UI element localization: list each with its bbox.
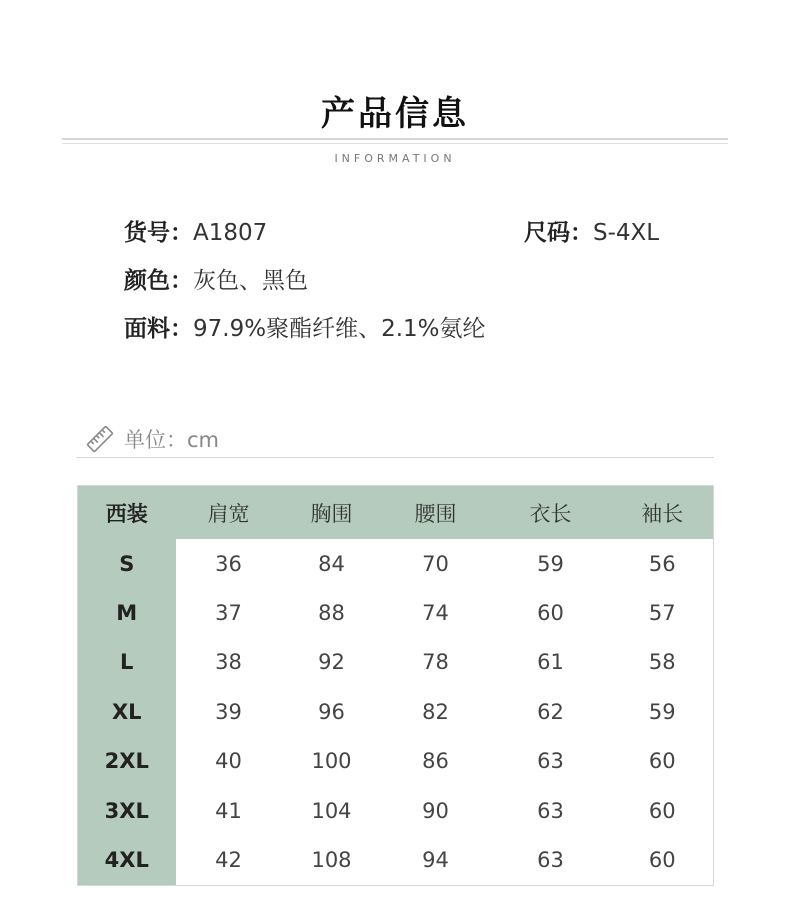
table-cell: 78	[422, 650, 449, 675]
fabric-row	[124, 310, 486, 343]
table-cell: 88	[318, 601, 345, 626]
table-cell: 38	[215, 650, 242, 675]
table-cell: 39	[215, 699, 242, 724]
table-cell: 70	[422, 551, 449, 576]
table-cell: 40	[215, 749, 242, 774]
table-row	[78, 737, 714, 786]
item-number-label: 货号：	[124, 220, 193, 246]
size-range-label: 尺码：	[524, 220, 593, 246]
page-title: 产品信息	[321, 94, 469, 134]
ruler-icon	[86, 425, 114, 453]
size-table	[77, 485, 714, 886]
fabric-label: 面料：	[124, 316, 193, 342]
table-cell: 74	[422, 601, 449, 626]
title-rule-bottom	[62, 143, 728, 144]
size-cell: 4XL	[78, 835, 176, 885]
size-cell: 2XL	[78, 737, 176, 786]
table-cell: 56	[648, 551, 676, 576]
table-cell: 63	[537, 749, 564, 774]
size-cell: 3XL	[78, 786, 176, 835]
table-row	[78, 786, 714, 835]
table-row	[78, 588, 714, 637]
table-row	[78, 638, 714, 687]
unit-divider	[76, 457, 714, 458]
table-cell: 41	[215, 798, 242, 823]
table-cell: 58	[648, 650, 676, 675]
table-cell: 63	[537, 798, 564, 823]
size-range-row	[524, 214, 659, 247]
table-cell: 60	[648, 848, 676, 873]
title-rule-top	[62, 138, 728, 140]
table-cell: 37	[215, 601, 242, 626]
table-cell: 57	[648, 601, 676, 626]
table-cell: 63	[537, 848, 564, 873]
page-subtitle: INFORMATION	[334, 152, 456, 165]
fabric-value: 97.9%聚酯纤维、2.1%氨纶	[193, 316, 486, 342]
table-cell: 60	[648, 749, 676, 774]
table-cell: 82	[422, 699, 449, 724]
table-cell: 96	[318, 699, 345, 724]
header-cell: 西装	[78, 486, 176, 540]
table-row	[78, 539, 714, 588]
size-range-value: S-4XL	[593, 220, 660, 246]
table-cell: 59	[648, 699, 676, 724]
header-cell: 肩宽	[176, 486, 282, 540]
unit-row	[86, 424, 219, 454]
table-cell: 42	[215, 848, 242, 873]
table-cell: 94	[422, 848, 449, 873]
header-cell: 袖长	[612, 486, 714, 540]
size-cell: S	[78, 539, 176, 588]
color-row	[124, 262, 308, 295]
header-cell: 胸围	[282, 486, 382, 540]
table-cell: 61	[537, 650, 564, 675]
table-cell: 60	[537, 601, 564, 626]
header-cell: 腰围	[382, 486, 490, 540]
table-row	[78, 687, 714, 736]
table-cell: 60	[648, 798, 676, 823]
size-cell: M	[78, 588, 176, 637]
table-cell: 104	[311, 798, 352, 823]
color-label: 颜色：	[124, 268, 193, 294]
table-cell: 100	[311, 749, 352, 774]
item-number-value: A1807	[193, 220, 268, 246]
table-cell: 90	[422, 798, 449, 823]
item-number-row	[124, 214, 267, 247]
table-cell: 86	[422, 749, 449, 774]
table-row	[78, 835, 714, 885]
size-cell: L	[78, 638, 176, 687]
size-cell: XL	[78, 687, 176, 736]
header-cell: 衣长	[490, 486, 612, 540]
table-cell: 36	[215, 551, 242, 576]
color-value: 灰色、黑色	[193, 268, 308, 294]
unit-text: 单位：cm	[124, 428, 220, 452]
table-header-row	[78, 486, 714, 540]
table-cell: 84	[318, 551, 345, 576]
table-cell: 92	[318, 650, 345, 675]
table-cell: 62	[537, 699, 564, 724]
table-cell: 108	[311, 848, 352, 873]
table-cell: 59	[537, 551, 564, 576]
